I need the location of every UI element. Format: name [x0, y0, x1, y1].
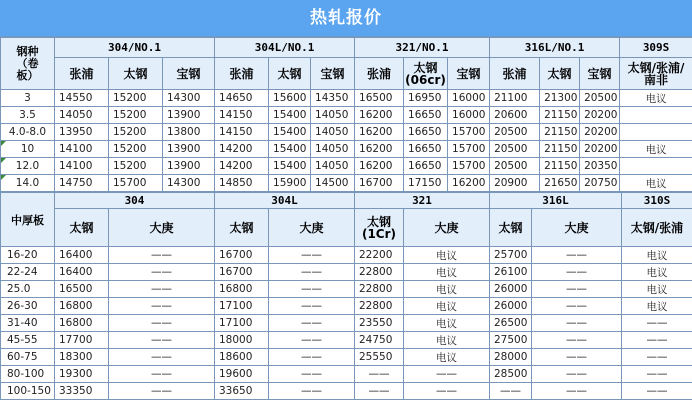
price-cell: —— — [269, 281, 355, 298]
price-cell: 14300 — [163, 175, 215, 192]
price-cell: 16650 — [404, 124, 448, 141]
price-cell: 15200 — [109, 107, 163, 124]
mill-header: 大庚 — [532, 209, 622, 247]
size-cell: 45-55 — [1, 332, 55, 349]
price-cell: 16950 — [404, 90, 448, 107]
price-cell: 27500 — [490, 332, 532, 349]
size-cell: 31-40 — [1, 315, 55, 332]
mill-header: 张浦 — [490, 58, 540, 90]
table-row — [1, 315, 692, 332]
price-cell: 20200 — [580, 124, 620, 141]
price-cell: —— — [622, 315, 692, 332]
price-cell: 16000 — [448, 107, 490, 124]
price-cell: 22800 — [355, 264, 404, 281]
price-cell: 25550 — [355, 349, 404, 366]
price-cell: —— — [622, 366, 692, 383]
size-cell: 22-24 — [1, 264, 55, 281]
price-cell: —— — [269, 349, 355, 366]
price-cell: 26100 — [490, 264, 532, 281]
price-cell: —— — [532, 264, 622, 281]
mill-header: 大庚 — [109, 209, 215, 247]
price-cell: 21150 — [540, 124, 580, 141]
price-cell: 19600 — [215, 366, 269, 383]
price-cell: 14750 — [55, 175, 109, 192]
grade-header: 304 — [55, 193, 215, 209]
comment-marker-icon — [1, 141, 6, 146]
price-cell: —— — [109, 281, 215, 298]
price-cell: 23550 — [355, 315, 404, 332]
price-cell: 16500 — [55, 281, 109, 298]
price-cell: —— — [532, 383, 622, 400]
grade-header: 316L — [490, 193, 622, 209]
price-cell: 电议 — [620, 141, 692, 158]
price-cell: 20500 — [490, 141, 540, 158]
price-cell: 22800 — [355, 298, 404, 315]
price-cell: 16200 — [355, 158, 404, 175]
price-cell: —— — [109, 264, 215, 281]
price-cell: 15600 — [269, 90, 311, 107]
price-cell: —— — [109, 247, 215, 264]
mill-header: 太钢 (1Cr) — [355, 209, 404, 247]
price-cell: 14200 — [215, 158, 269, 175]
price-cell: 22800 — [355, 281, 404, 298]
plate-corner-label: 中厚板 — [1, 193, 55, 247]
price-cell: —— — [490, 383, 532, 400]
price-cell: 16400 — [55, 247, 109, 264]
price-cell: 25700 — [490, 247, 532, 264]
price-cell: 16400 — [55, 264, 109, 281]
mill-header: 宝钢 — [163, 58, 215, 90]
price-cell: 电议 — [404, 247, 490, 264]
grade-header: 316L/NO.1 — [490, 38, 620, 58]
price-cell: 14550 — [55, 90, 109, 107]
price-cell: 14050 — [311, 141, 355, 158]
price-cell: —— — [109, 366, 215, 383]
price-cell: 20200 — [580, 107, 620, 124]
mill-header: 太钢 — [540, 58, 580, 90]
grade-header: 304L — [215, 193, 355, 209]
table-row — [1, 332, 692, 349]
grade-header: 304/NO.1 — [55, 38, 215, 58]
price-cell: 电议 — [620, 90, 692, 107]
price-cell: —— — [532, 366, 622, 383]
mill-header: 张浦 — [355, 58, 404, 90]
price-cell: 21300 — [540, 90, 580, 107]
size-cell: 10 — [1, 141, 55, 158]
price-cell: 14150 — [215, 107, 269, 124]
price-cell: 17700 — [55, 332, 109, 349]
price-cell: —— — [355, 366, 404, 383]
grade-header: 321 — [355, 193, 490, 209]
price-cell: 14050 — [311, 124, 355, 141]
price-cell — [620, 158, 692, 175]
table-row — [1, 141, 692, 158]
size-cell: 3 — [1, 90, 55, 107]
price-cell: 17100 — [215, 315, 269, 332]
price-cell: 16000 — [448, 90, 490, 107]
price-cell: 16200 — [355, 141, 404, 158]
price-cell: 15700 — [448, 158, 490, 175]
price-cell: 16700 — [355, 175, 404, 192]
hot-rolled-corner-label: 钢种 （卷 板） — [1, 38, 55, 90]
price-cell: —— — [355, 383, 404, 400]
price-cell: —— — [622, 383, 692, 400]
price-cell: 20500 — [490, 158, 540, 175]
price-cell: —— — [404, 383, 490, 400]
price-cell: 33650 — [215, 383, 269, 400]
price-cell: 15200 — [109, 141, 163, 158]
price-cell: 18000 — [215, 332, 269, 349]
table-row — [1, 124, 692, 141]
price-cell: 20750 — [580, 175, 620, 192]
mill-header: 太钢/张浦/ 南非 — [620, 58, 692, 90]
price-cell: 15200 — [109, 158, 163, 175]
price-cell: 13900 — [163, 158, 215, 175]
price-cell: 14650 — [215, 90, 269, 107]
price-cell: 21150 — [540, 107, 580, 124]
table-row — [1, 366, 692, 383]
hot-rolled-table — [0, 37, 692, 192]
price-cell: 电议 — [622, 298, 692, 315]
comment-marker-icon — [1, 158, 6, 163]
price-cell: 电议 — [620, 175, 692, 192]
price-cell: 16800 — [215, 281, 269, 298]
price-cell: 20900 — [490, 175, 540, 192]
price-cell: 20350 — [580, 158, 620, 175]
price-cell: 33350 — [55, 383, 109, 400]
price-cell: 15400 — [269, 141, 311, 158]
price-cell: 21650 — [540, 175, 580, 192]
price-cell: 14500 — [311, 175, 355, 192]
price-cell: —— — [532, 349, 622, 366]
grade-header: 310S — [622, 193, 692, 209]
price-cell: 14100 — [55, 141, 109, 158]
price-cell: 15400 — [269, 107, 311, 124]
price-cell: 19300 — [55, 366, 109, 383]
mill-header: 宝钢 — [448, 58, 490, 90]
price-cell: —— — [109, 332, 215, 349]
size-cell: 25.0 — [1, 281, 55, 298]
price-cell: 13900 — [163, 141, 215, 158]
price-cell: 电议 — [404, 349, 490, 366]
price-cell: 电议 — [622, 281, 692, 298]
price-cell: —— — [109, 349, 215, 366]
price-cell: 17100 — [215, 298, 269, 315]
price-cell: 18600 — [215, 349, 269, 366]
price-cell: 电议 — [404, 281, 490, 298]
price-cell: 15900 — [269, 175, 311, 192]
price-cell: 15700 — [448, 141, 490, 158]
page-title: 热轧报价 — [0, 0, 692, 37]
price-cell: 电议 — [622, 264, 692, 281]
price-cell: 20500 — [490, 124, 540, 141]
price-cell: 13900 — [163, 107, 215, 124]
price-cell: —— — [109, 383, 215, 400]
price-cell: 26000 — [490, 298, 532, 315]
price-cell: —— — [269, 264, 355, 281]
grade-header: 309S — [620, 38, 692, 58]
price-cell: 电议 — [404, 298, 490, 315]
price-cell: 16200 — [355, 124, 404, 141]
mill-header: 大庚 — [269, 209, 355, 247]
price-cell: 16800 — [55, 315, 109, 332]
price-cell: —— — [532, 247, 622, 264]
price-cell: —— — [269, 298, 355, 315]
price-cell: —— — [404, 366, 490, 383]
price-cell: 电议 — [404, 315, 490, 332]
price-cell: —— — [532, 281, 622, 298]
price-cell: —— — [532, 332, 622, 349]
price-cell: —— — [622, 332, 692, 349]
price-cell: 14050 — [55, 107, 109, 124]
size-cell: 26-30 — [1, 298, 55, 315]
price-cell: 15700 — [448, 124, 490, 141]
mill-header: 宝钢 — [580, 58, 620, 90]
price-cell: 21100 — [490, 90, 540, 107]
size-cell: 60-75 — [1, 349, 55, 366]
table-row — [1, 298, 692, 315]
grade-header: 321/NO.1 — [355, 38, 490, 58]
price-cell: 14200 — [215, 141, 269, 158]
size-cell: 16-20 — [1, 247, 55, 264]
mill-header: 太钢 — [269, 58, 311, 90]
price-cell: 22200 — [355, 247, 404, 264]
table-row — [1, 281, 692, 298]
mill-header: 宝钢 — [311, 58, 355, 90]
price-cell: 15200 — [109, 90, 163, 107]
plate-table — [0, 192, 692, 400]
price-cell: 16650 — [404, 107, 448, 124]
price-cell: 26000 — [490, 281, 532, 298]
comment-marker-icon — [1, 175, 6, 180]
price-cell: 24750 — [355, 332, 404, 349]
price-cell: 21150 — [540, 158, 580, 175]
size-cell: 14.0 — [1, 175, 55, 192]
table-row — [1, 107, 692, 124]
price-cell: 15400 — [269, 124, 311, 141]
size-cell: 12.0 — [1, 158, 55, 175]
grade-header: 304L/NO.1 — [215, 38, 355, 58]
price-cell: —— — [109, 315, 215, 332]
mill-header: 太钢 — [55, 209, 109, 247]
price-cell: 26500 — [490, 315, 532, 332]
price-cell: —— — [532, 298, 622, 315]
price-cell: 20200 — [580, 141, 620, 158]
price-cell: 21150 — [540, 141, 580, 158]
price-cell: —— — [269, 315, 355, 332]
price-cell: 电议 — [622, 247, 692, 264]
price-cell: —— — [269, 383, 355, 400]
price-cell: 16650 — [404, 141, 448, 158]
price-cell: 14050 — [311, 158, 355, 175]
price-cell: 16650 — [404, 158, 448, 175]
table-row — [1, 247, 692, 264]
price-cell: —— — [269, 366, 355, 383]
mill-header: 太钢 — [490, 209, 532, 247]
price-cell: 13950 — [55, 124, 109, 141]
price-cell: 14150 — [215, 124, 269, 141]
mill-header: 大庚 — [404, 209, 490, 247]
price-cell: 14100 — [55, 158, 109, 175]
price-cell: 16500 — [355, 90, 404, 107]
size-cell: 3.5 — [1, 107, 55, 124]
price-cell: 15700 — [109, 175, 163, 192]
price-cell: 20600 — [490, 107, 540, 124]
price-cell: 15400 — [269, 158, 311, 175]
price-cell: —— — [109, 298, 215, 315]
price-cell: 18300 — [55, 349, 109, 366]
price-cell: 14350 — [311, 90, 355, 107]
price-cell: 17150 — [404, 175, 448, 192]
price-cell: 13800 — [163, 124, 215, 141]
price-cell: —— — [622, 349, 692, 366]
size-cell: 4.0-8.0 — [1, 124, 55, 141]
price-cell: —— — [532, 315, 622, 332]
price-cell: 15200 — [109, 124, 163, 141]
price-cell: 20500 — [580, 90, 620, 107]
price-cell: 16200 — [355, 107, 404, 124]
price-cell: —— — [269, 247, 355, 264]
table-row — [1, 175, 692, 192]
mill-header: 太钢/张浦 — [622, 209, 692, 247]
price-cell: 16700 — [215, 247, 269, 264]
price-cell: 28500 — [490, 366, 532, 383]
price-cell: 14850 — [215, 175, 269, 192]
price-cell — [620, 124, 692, 141]
price-cell: 16200 — [448, 175, 490, 192]
price-cell: —— — [269, 332, 355, 349]
table-row — [1, 264, 692, 281]
mill-header: 太钢 — [215, 209, 269, 247]
price-cell: 16700 — [215, 264, 269, 281]
table-row — [1, 158, 692, 175]
price-cell: 14300 — [163, 90, 215, 107]
mill-header: 太钢 — [109, 58, 163, 90]
price-cell: 电议 — [404, 264, 490, 281]
price-cell — [620, 107, 692, 124]
table-row — [1, 383, 692, 400]
size-cell: 80-100 — [1, 366, 55, 383]
price-cell: 电议 — [404, 332, 490, 349]
size-cell: 100-150 — [1, 383, 55, 400]
mill-header: 张浦 — [55, 58, 109, 90]
table-row — [1, 349, 692, 366]
price-cell: 14050 — [311, 107, 355, 124]
price-cell: 28000 — [490, 349, 532, 366]
mill-header: 张浦 — [215, 58, 269, 90]
price-cell: 16800 — [55, 298, 109, 315]
mill-header: 太钢 (06cr) — [404, 58, 448, 90]
table-row — [1, 90, 692, 107]
